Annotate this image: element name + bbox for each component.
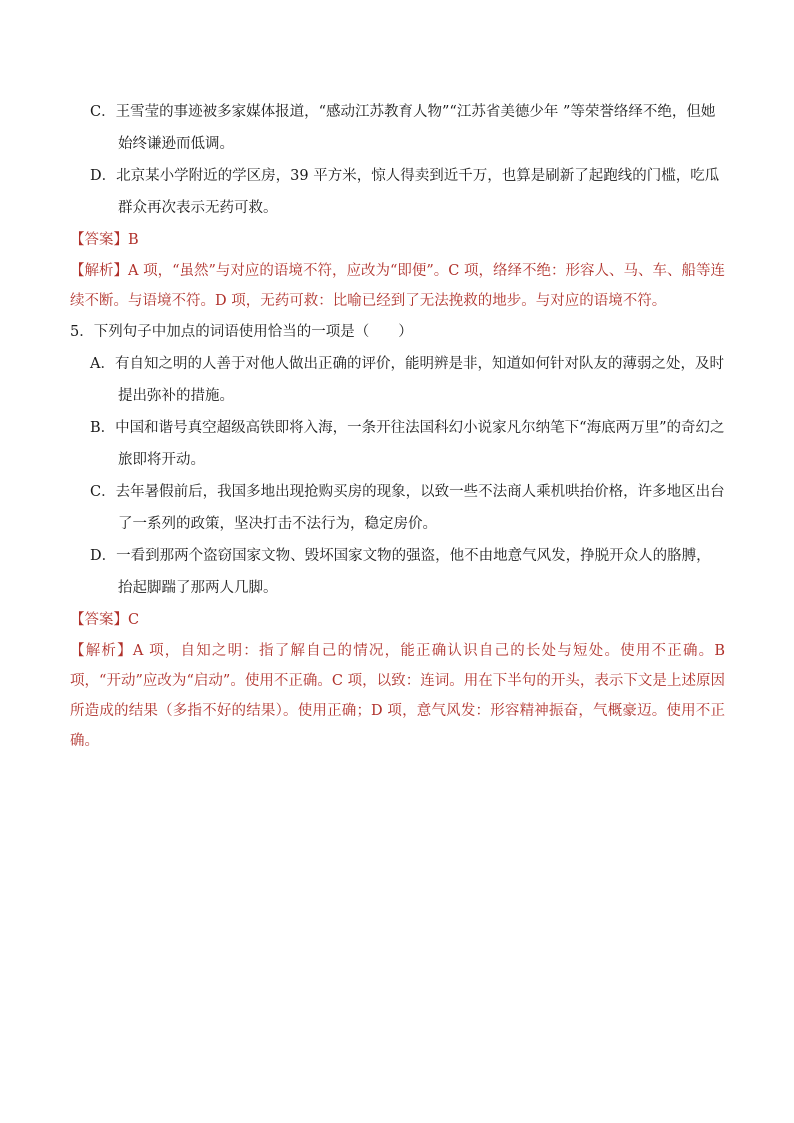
option-letter: C． xyxy=(90,484,116,500)
answer-value: C xyxy=(128,612,140,628)
q5-analysis xyxy=(70,636,725,756)
option-letter: D． xyxy=(90,548,117,564)
q4-option-d xyxy=(70,160,725,224)
q5-answer xyxy=(70,604,725,636)
q4-option-c xyxy=(70,96,725,160)
document-content xyxy=(70,96,725,756)
q5-option-b xyxy=(70,412,725,476)
q5-option-c xyxy=(70,476,725,540)
option-letter: D． xyxy=(90,168,117,184)
option-letter: B． xyxy=(90,420,116,436)
answer-value: B xyxy=(128,232,139,248)
option-letter: A． xyxy=(90,356,115,372)
option-text: 一看到那两个盗窃国家文物、毁坏国家文物的强盗，他不由地意气风发，挣脱开众人的胳膊，抬起脚踹了那两人几脚。 xyxy=(116,548,711,596)
q5-option-d xyxy=(70,540,725,604)
analysis-label: 【解析】 xyxy=(70,643,133,659)
option-text: 北京某小学附近的学区房，39 平方米，惊人得卖到近千万，也算是刷新了起跑线的门槛，吃瓜群众再次表示无药可救。 xyxy=(116,168,720,216)
option-text: 有自知之明的人善于对他人做出正确的评价，能明辨是非，知道如何针对队友的薄弱之处，及时提出弥补的措施。 xyxy=(114,356,724,404)
analysis-label: 【解析】 xyxy=(70,263,129,279)
q4-answer xyxy=(70,224,725,256)
option-letter: C． xyxy=(90,104,116,120)
analysis-text: A 项，自知之明：指了解自己的情况，能正确认识自己的长处与短处。使用不正确。B 项，“开动”应改为“启动”。使用不正确。C 项，以致：连词。用在下半句的开头，表示下文是上述原因所造成的结果（多指不好的结果）。使用正确；D 项，意气风发：形容精神振奋，气概豪迈。使用不正确。 xyxy=(70,643,726,749)
option-text: 王雪莹的事迹被多家媒体报道，“感动江苏教育人物”“江苏省美德少年 ”等荣誉络绎不绝，但她始终谦逊而低调。 xyxy=(115,104,716,152)
q4-analysis xyxy=(70,256,725,316)
answer-label: 【答案】 xyxy=(70,612,128,628)
answer-label: 【答案】 xyxy=(70,232,128,248)
q5-option-a xyxy=(70,348,725,412)
option-text: 中国和谐号真空超级高铁即将入海，一条开往法国科幻小说家凡尔纳笔下“海底两万里”的奇幻之旅即将开动。 xyxy=(115,420,725,468)
option-text: 去年暑假前后，我国多地出现抢购买房的现象，以致一些不法商人乘机哄抬价格，许多地区出台了一系列的政策，坚决打击不法行为，稳定房价。 xyxy=(115,484,725,532)
q5-stem: 5．下列句子中加点的词语使用恰当的一项是（ ） xyxy=(70,324,413,340)
analysis-text: A 项，“虽然”与对应的语境不符，应改为“即便”。C 项，络绎不绝：形容人、马、车、船等连续不断。与语境不符。D 项，无药可救：比喻已经到了无法挽救的地步。与对应的语境不符。 xyxy=(70,263,726,309)
